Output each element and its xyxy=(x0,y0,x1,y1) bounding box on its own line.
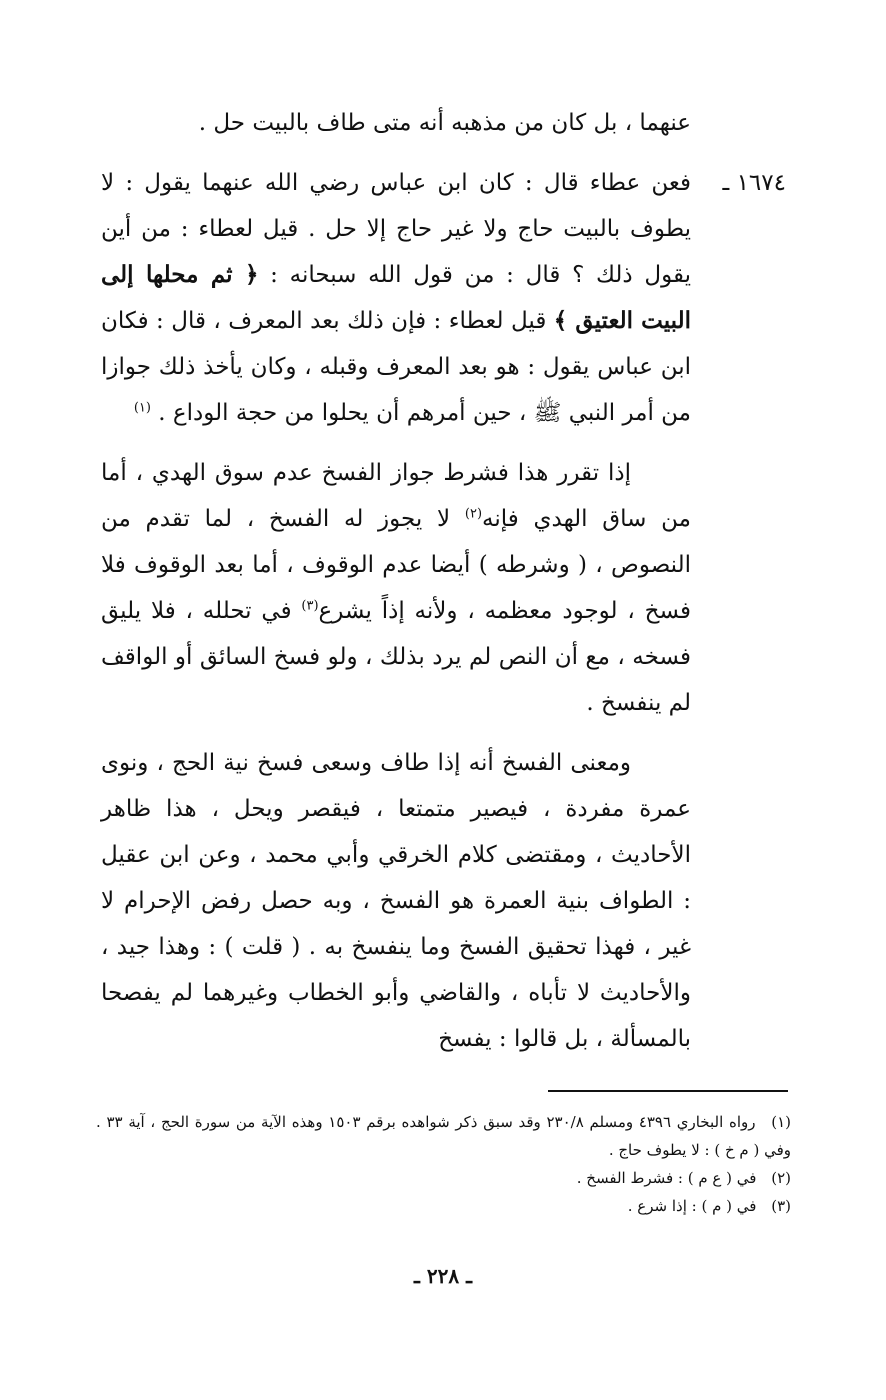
paragraph-text: إذا تقرر هذا فشرط جواز الفسخ عدم سوق الهدي ، أما من ساق الهدي فإنه xyxy=(101,460,691,532)
footnote-number: (١) xyxy=(771,1113,791,1131)
footnote xyxy=(96,1164,791,1192)
footnotes xyxy=(96,1108,791,1220)
paragraph-text: عنهما ، بل كان من مذهبه أنه متى طاف بالبيت حل . xyxy=(198,110,691,136)
paragraph-continuation xyxy=(101,100,691,146)
numbered-paragraph xyxy=(101,160,786,436)
footnote-ref: (١) xyxy=(133,400,151,416)
footnote-ref: (٢) xyxy=(464,506,483,522)
quran-quote: ﴿ ثم محلها إلى البيت العتيق ﴾ xyxy=(101,261,691,334)
main-text xyxy=(101,100,786,1062)
item-number: ١٦٧٤ ـ xyxy=(722,170,786,196)
paragraph xyxy=(101,450,691,726)
footnote-number: (٢) xyxy=(771,1169,791,1187)
footnote-text: رواه البخاري ٤٣٩٦ ومسلم ٢٣٠/٨ وقد سبق ذكر شواهده برقم ١٥٠٣ وهذه الآية من سورة الحج ، آية ٣٣ . وفي ( م خ ) : لا يطوف حاج . xyxy=(96,1113,791,1159)
footnote-ref: (٣) xyxy=(301,598,319,614)
paragraph xyxy=(101,740,691,1062)
footnote xyxy=(96,1108,791,1164)
paragraph-text: فعن عطاء قال : كان ابن عباس رضي الله عنهما يقول : لا يطوف بالبيت حاج ولا غير حاج إلا حل . قيل لعطاء : من أين يقول ذلك ؟ قال : من قول الله سبحانه : xyxy=(101,170,691,288)
footnote-text: في ( ع م ) : فشرط الفسخ . xyxy=(576,1169,757,1187)
paragraph-text: في تحلله ، فلا يليق فسخه ، مع أن النص لم يرد بذلك ، ولو فسخ السائق أو الواقف لم ينفسخ . xyxy=(101,598,691,716)
paragraph-text: لا يجوز له الفسخ ، لما تقدم من النصوص ، ( وشرطه ) أيضا عدم الوقوف ، أما بعد الوقوف فلا فسخ ، لوجود معظمه ، ولأنه إذاً يشرع xyxy=(101,506,692,624)
footnote-number: (٣) xyxy=(771,1197,791,1215)
footnote-divider xyxy=(548,1090,788,1092)
footnote xyxy=(96,1192,791,1220)
paragraph-text: قيل لعطاء : فإن ذلك بعد المعرف ، قال : فكان ابن عباس يقول : هو بعد المعرف وقبله ، وكان يأخذ ذلك جوازا من أمر النبي ﷺ ، حين أمرهم أن يحلوا من حجة الوداع . xyxy=(101,308,691,426)
footnote-text: في ( م ) : إذا شرع . xyxy=(627,1197,757,1215)
paragraph-text: ومعنى الفسخ أنه إذا طاف وسعى فسخ نية الحج ، ونوى عمرة مفردة ، فيصير متمتعا ، فيقصر ويحل ، هذا ظاهر الأحاديث ، ومقتضى كلام الخرقي وأبي محمد ، وعن ابن عقيل : الطواف بنية العمرة هو الفسخ ، وبه حصل رفض الإحرام لا غير ، فهذا تحقيق الفسخ وما ينفسخ به . ( قلت ) : وهذا جيد ، والأحاديث لا تأباه ، والقاضي وأبو الخطاب وغيرهما لم يفصحا بالمسألة ، بل قالوا : يفسخ xyxy=(101,750,691,1052)
page-number: ـ ٢٢٨ ـ xyxy=(414,1264,472,1288)
